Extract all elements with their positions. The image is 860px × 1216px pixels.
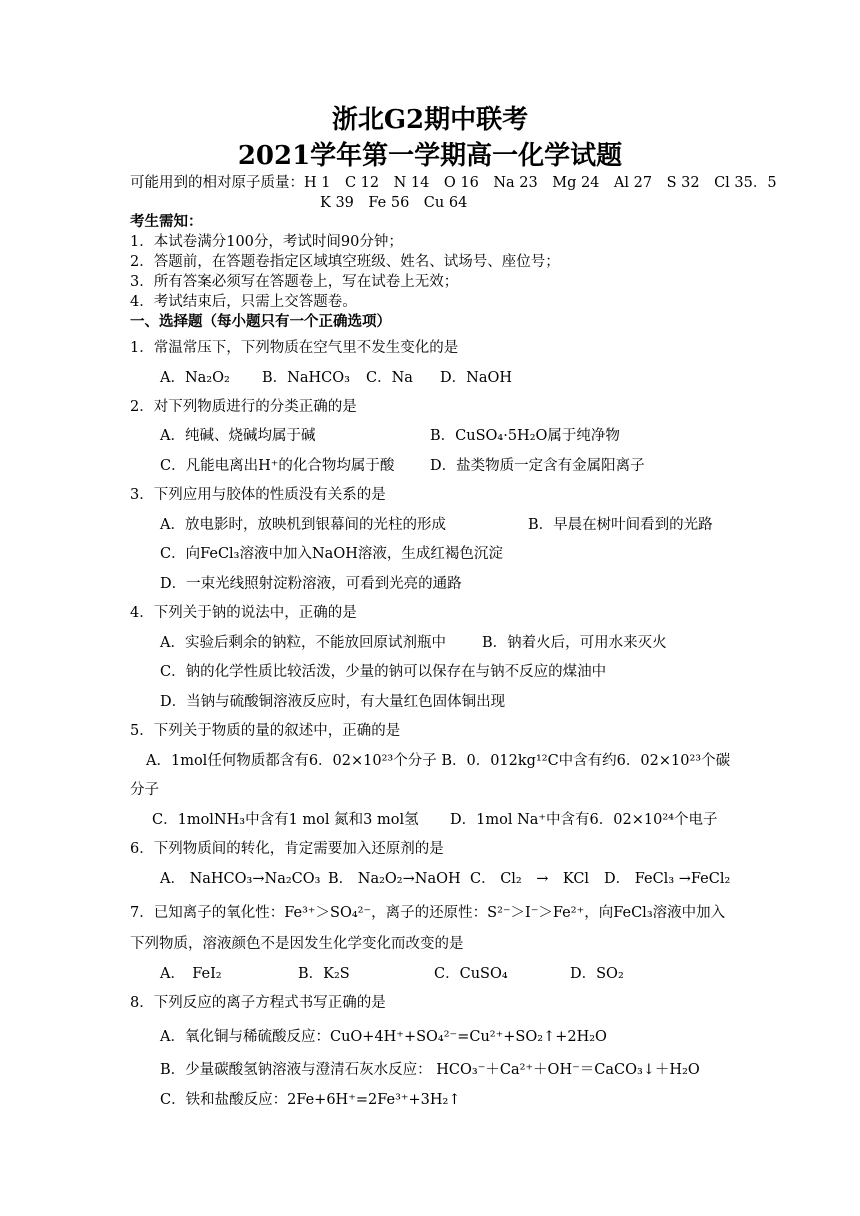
question-5-option-d: D．1mol Na⁺中含有6．02×10²⁴个电子 [450,812,718,828]
question-6-option-c: C． Cl₂ → KCl [470,871,590,887]
question-1-option-c: C．Na [366,370,413,386]
question-5-option-c: C．1molNH₃中含有1 mol 氮和3 mol氢 [152,812,419,828]
question-1-stem: 1．常温常压下，下列物质在空气里不发生变化的是 [130,340,459,356]
question-1-option-d: D．NaOH [440,370,512,386]
question-6-option-d: D． FeCl₃ →FeCl₂ [604,871,731,887]
notice-heading: 考生需知： [130,213,203,230]
question-5-options-a-b-continued: 分子 [130,782,159,798]
question-7-option-a: A． FeI₂ [160,966,222,982]
question-2-option-d: D．盐类物质一定含有金属阳离子 [430,458,645,474]
question-2-option-c: C．凡能电离出H⁺的化合物均属于酸 [160,458,395,474]
question-5-stem: 5．下列关于物质的量的叙述中，正确的是 [130,723,401,739]
question-8-option-a: A．氧化铜与稀硫酸反应：CuO+4H⁺+SO₄²⁻=Cu²⁺+SO₂↑+2H₂O [160,1029,607,1045]
question-4-stem: 4．下列关于钠的说法中，正确的是 [130,605,357,621]
question-4-option-b: B．钠着火后，可用水来灭火 [482,635,667,651]
exam-title-1: 浙北G2期中联考 [331,105,529,135]
question-5-options-a-b: A．1mol任何物质都含有6．02×10²³个分子 B．0．012kg¹²C中含有约6．02×10²³个碳 [146,753,731,769]
question-8-option-c: C．铁和盐酸反应：2Fe+6H⁺=2Fe³⁺+3H₂↑ [160,1092,461,1108]
question-2-option-b: B．CuSO₄·5H₂O属于纯净物 [430,428,620,444]
notice-2: 2．答题前，在答题卷指定区域填空班级、姓名、试场号、座位号； [130,254,560,270]
question-4-option-a: A．实验后剩余的钠粒，不能放回原试剂瓶中 [160,635,446,651]
atomic-masses-line-2: K 39 Fe 56 Cu 64 [320,195,468,211]
atomic-masses-line-1: 可能用到的相对原子质量：H 1 C 12 N 14 O 16 Na 23 Mg 24 Al 27 S 32 Cl 35．5 [130,175,777,191]
question-7-option-d: D．SO₂ [570,966,624,982]
notice-4: 4．考试结束后，只需上交答题卷。 [130,294,357,310]
question-2-option-a: A．纯碱、烧碱均属于碱 [160,428,316,444]
question-6-stem: 6．下列物质间的转化，肯定需要加入还原剂的是 [130,841,444,857]
question-8-option-b: B．少量碳酸氢钠溶液与澄清石灰水反应： HCO₃⁻＋Ca²⁺＋OH⁻＝CaCO₃↓＋H₂O [160,1062,700,1078]
question-3-option-d: D．一束光线照射淀粉溶液，可看到光亮的通路 [160,576,462,592]
notice-3: 3．所有答案必须写在答题卷上，写在试卷上无效； [130,274,459,290]
question-3-option-c: C．向FeCl₃溶液中加入NaOH溶液，生成红褐色沉淀 [160,546,503,562]
question-1-option-a: A．Na₂O₂ [160,370,230,386]
question-1-option-b: B．NaHCO₃ [262,370,350,386]
question-7-stem: 7．已知离子的氧化性：Fe³⁺＞SO₄²⁻，离子的还原性：S²⁻＞I⁻＞Fe²⁺，向FeCl₃溶液中加入 [130,905,726,921]
exam-title-2: 2021学年第一学期高一化学试题 [237,141,623,171]
question-6-option-a: A． NaHCO₃→Na₂CO₃ [160,871,321,887]
question-7-option-b: B．K₂S [298,966,350,982]
notice-1: 1．本试卷满分100分，考试时间90分钟； [130,234,403,250]
question-8-stem: 8．下列反应的离子方程式书写正确的是 [130,995,386,1011]
question-3-stem: 3．下列应用与胶体的性质没有关系的是 [130,487,386,503]
question-3-option-b: B．早晨在树叶间看到的光路 [528,517,713,533]
question-2-stem: 2．对下列物质进行的分类正确的是 [130,399,357,415]
section-1-heading: 一、选择题（每小题只有一个正确选项） [130,313,391,330]
question-7-stem-continued: 下列物质，溶液颜色不是因发生化学变化而改变的是 [130,936,464,952]
question-7-option-c: C．CuSO₄ [434,966,508,982]
question-4-option-c: C．钠的化学性质比较活泼，少量的钠可以保存在与钠不反应的煤油中 [160,664,607,680]
question-3-option-a: A．放电影时，放映机到银幕间的光柱的形成 [160,517,446,533]
question-6-option-b: B． Na₂O₂→NaOH [328,871,461,887]
question-4-option-d: D．当钠与硫酸铜溶液反应时，有大量红色固体铜出现 [160,694,506,710]
